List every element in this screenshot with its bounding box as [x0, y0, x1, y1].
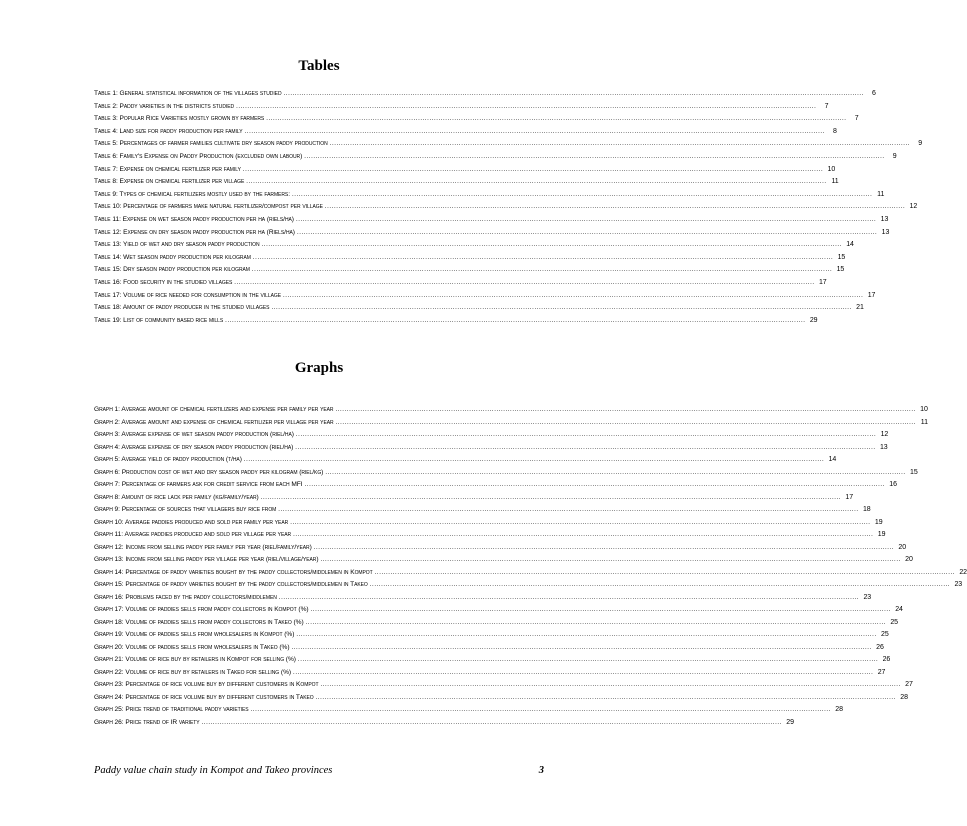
dot-leader [306, 617, 886, 630]
table-entry[interactable] [94, 264, 845, 277]
graph-entry-page-number: 19 [874, 518, 883, 526]
footer-title: Paddy value chain study in Kompot and Takeo provinces [94, 765, 333, 776]
dot-leader [336, 404, 916, 417]
graph-entry[interactable] [94, 517, 883, 530]
dot-leader [278, 504, 858, 517]
graph-entry-page-number: 12 [880, 431, 889, 438]
graph-entry-page-number: 10 [920, 406, 928, 413]
table-entry-page-number: 21 [856, 304, 864, 312]
graph-entry-label: Graph 25: Price trend of traditional paddy varieties [94, 706, 249, 713]
graph-entry-page-number: 27 [877, 668, 886, 676]
table-entry-label: Table 8: Expense on chemical fertilizer per village [94, 178, 245, 186]
dot-leader [305, 479, 885, 492]
graph-entry-label: Graph 23: Percentage of rice volume buy by different customers in Kompot [94, 681, 319, 688]
graph-entry-page-number: 20 [905, 556, 913, 563]
table-entry[interactable] [94, 315, 818, 328]
table-entry[interactable] [94, 113, 859, 126]
dot-leader [252, 264, 832, 277]
table-entry-label: Table 15: Dry season paddy production per kilogram [94, 266, 250, 274]
graph-entry-page-number: 28 [900, 693, 908, 701]
dot-leader [297, 227, 877, 240]
dot-leader [290, 517, 870, 530]
table-entry[interactable] [94, 201, 918, 214]
graph-entry-page-number: 20 [898, 543, 907, 551]
graph-entry-label: Graph 9: Percentage of sources that villagers buy rice from [94, 506, 277, 513]
dot-leader [375, 567, 955, 580]
dot-leader [316, 692, 896, 705]
table-entry[interactable] [94, 290, 876, 303]
graph-entry[interactable] [94, 592, 872, 605]
table-entry-page-number: 17 [818, 278, 827, 286]
table-entry-page-number: 12 [909, 203, 918, 211]
dot-leader [296, 214, 876, 227]
table-entry-page-number: 29 [809, 316, 818, 324]
graph-entry-label: Graph 12: Income from selling paddy per family per year (riel/family/year) [94, 543, 312, 551]
graph-entry-page-number: 13 [879, 443, 888, 451]
page-footer [94, 765, 544, 776]
graph-entry-page-number: 28 [835, 706, 843, 713]
dot-leader [246, 176, 826, 189]
table-entry-page-number: 7 [854, 115, 859, 123]
table-entry-page-number: 9 [918, 140, 923, 148]
table-entry-label: Table 3: Popular Rice Varieties mostly grown by farmers [94, 115, 265, 123]
table-entry-label: Table 4: Land size for paddy production per family [94, 127, 243, 135]
graph-entry-page-number: 26 [876, 643, 884, 651]
dot-leader [298, 654, 878, 667]
table-entry[interactable] [94, 252, 846, 265]
dot-leader [283, 290, 863, 303]
graph-entry[interactable] [94, 529, 886, 542]
graph-entry[interactable] [94, 704, 843, 717]
table-entry-page-number: 10 [827, 165, 836, 173]
graph-entry-page-number: 16 [889, 481, 897, 488]
table-entry-page-number: 13 [881, 228, 890, 236]
graph-entry-label: Graph 11: Average paddies produced and sold per village per year [94, 531, 292, 538]
dot-leader [262, 239, 842, 252]
dot-leader [325, 467, 905, 480]
dot-leader [295, 442, 875, 455]
graph-entry-label: Graph 21: Volume of rice buy by retailers in Kompot for selling (%) [94, 656, 296, 663]
graph-entry[interactable] [94, 417, 928, 430]
dot-leader [336, 417, 916, 430]
table-entry[interactable] [94, 176, 839, 189]
table-entry[interactable] [94, 126, 837, 139]
graph-entry-page-number: 25 [881, 631, 889, 638]
table-entry-page-number: 15 [836, 266, 845, 274]
dot-leader [266, 113, 846, 126]
graph-entry[interactable] [94, 567, 967, 580]
graph-entry[interactable] [94, 454, 837, 467]
graph-entry[interactable] [94, 542, 907, 555]
table-entry-page-number: 9 [892, 152, 897, 160]
graph-entry[interactable] [94, 467, 918, 480]
graph-entry[interactable] [94, 404, 928, 417]
table-entry-label: Table 9: Types of chemical fertilizers mostly used by the farmers: [94, 190, 290, 198]
dot-leader [279, 592, 859, 605]
table-entry-page-number: 11 [831, 178, 839, 186]
table-entry[interactable] [94, 302, 864, 315]
table-entry[interactable] [94, 239, 854, 252]
dot-leader [271, 302, 851, 315]
dot-leader [296, 629, 876, 642]
dot-leader [325, 201, 905, 214]
dot-leader [293, 667, 873, 680]
graph-entry[interactable] [94, 579, 963, 592]
dot-leader [311, 604, 891, 617]
graph-entry-label: Graph 18: Volume of paddies sells from paddy collectors in Takeo (%) [94, 618, 304, 626]
dot-leader [236, 101, 816, 114]
dot-leader [291, 642, 871, 655]
graph-entry-page-number: 26 [882, 656, 891, 663]
dot-leader [296, 429, 876, 442]
table-entry-label: Table 1: General statistical information of the villages studied [94, 90, 282, 97]
table-entry-label: Table 6: Family's Expense on Paddy Production (excluded own labour) [94, 152, 303, 160]
table-entry-label: Table 11: Expense on wet season paddy production per ha (riels/ha) [94, 215, 294, 223]
dot-leader [244, 454, 824, 467]
graph-entry[interactable] [94, 642, 884, 655]
table-entry-label: Table 14: Wet season paddy production per kilogram [94, 253, 251, 261]
graph-entry-page-number: 15 [910, 468, 918, 476]
graph-entry-page-number: 29 [786, 718, 794, 726]
dot-leader [314, 542, 894, 555]
graph-entry-label: Graph 14: Percentage of paddy varieties bought by the paddy collectors/middlemen in Kompot [94, 568, 373, 576]
table-entry[interactable] [94, 138, 923, 151]
graph-entry[interactable] [94, 479, 897, 492]
tables-heading: Tables [298, 58, 340, 74]
graph-entry-label: Graph 20: Volume of paddies sells from wholesalers in Takeo (%) [94, 643, 290, 651]
graph-entry-label: Graph 16: Problems faced by the paddy collectors/middlemen [94, 593, 277, 601]
table-entry-page-number: 15 [837, 253, 846, 261]
graph-entry[interactable] [94, 554, 913, 567]
graph-entry-page-number: 23 [863, 593, 872, 601]
graphs-list [94, 404, 967, 729]
dot-leader [284, 88, 864, 101]
graph-entry-label: Graph 7: Percentage of farmers ask for credit service from each MFI [94, 481, 303, 488]
table-entry-label: Table 18: Amount of paddy producer in the studied villages [94, 304, 270, 312]
graph-entry-label: Graph 3: Average expense of wet season paddy production (riel/ha) [94, 431, 294, 438]
graph-entry-page-number: 19 [877, 531, 886, 538]
graph-entry[interactable] [94, 717, 794, 730]
dot-leader [251, 704, 831, 717]
table-entry-page-number: 11 [877, 190, 885, 198]
footer-page-number: 3 [538, 765, 544, 776]
dot-leader [261, 492, 841, 505]
dot-leader [321, 554, 901, 567]
table-entry[interactable] [94, 164, 836, 177]
dot-leader [370, 579, 950, 592]
dot-leader [330, 138, 910, 151]
graph-entry-label: Graph 5: Average yield of paddy production (t/ha) [94, 456, 242, 463]
graph-entry-label: Graph 1: Average amount of chemical fertilizers and expense per family per year [94, 406, 334, 413]
table-entry[interactable] [94, 189, 885, 202]
graph-entry-label: Graph 19: Volume of paddies sells from wholesalers in Kompot (%) [94, 631, 295, 638]
table-entry[interactable] [94, 101, 829, 114]
graph-entry-label: Graph 13: Income from selling paddy per village per year (riel/village/year) [94, 556, 319, 563]
graph-entry-label: Graph 6: Production cost of wet and dry season paddy per kilogram (riel/kg) [94, 468, 324, 476]
tables-list [94, 88, 923, 327]
table-entry-page-number: 14 [846, 241, 854, 249]
graph-entry-label: Graph 17: Volume of paddies sells from paddy collectors in Kompot (%) [94, 606, 309, 613]
graph-entry-label: Graph 26: Price trend of IR variety [94, 718, 200, 726]
dot-leader [304, 151, 884, 164]
graph-entry-label: Graph 10: Average paddies produced and sold per family per year [94, 518, 289, 526]
graph-entry[interactable] [94, 492, 854, 505]
graph-entry-page-number: 27 [905, 681, 913, 688]
table-entry-page-number: 7 [824, 102, 829, 110]
graph-entry-page-number: 17 [845, 493, 854, 501]
graph-entry-page-number: 22 [959, 568, 967, 576]
table-entry-label: Table 13: Yield of wet and dry season paddy production [94, 241, 260, 249]
graph-entry[interactable] [94, 692, 908, 705]
table-entry[interactable] [94, 88, 876, 101]
graph-entry[interactable] [94, 629, 889, 642]
table-entry-page-number: 17 [867, 291, 876, 299]
graph-entry-page-number: 11 [920, 418, 928, 426]
dot-leader [292, 189, 872, 202]
graph-entry-page-number: 25 [890, 618, 899, 626]
graph-entry-label: Graph 15: Percentage of paddy varieties bought by the paddy collectors/middlemen in Takeo [94, 581, 368, 588]
table-entry-label: Table 12: Expense on dry season paddy production per ha (Riels/ha) [94, 228, 295, 236]
table-entry[interactable] [94, 277, 827, 290]
table-entry-label: Table 2: Paddy varieties in the districts studied [94, 102, 235, 110]
graph-entry[interactable] [94, 504, 871, 517]
graph-entry-label: Graph 4: Average expense of dry season paddy production (riel/ha) [94, 443, 294, 451]
graph-entry-page-number: 18 [862, 506, 871, 513]
table-entry[interactable] [94, 214, 889, 227]
dot-leader [253, 252, 833, 265]
dot-leader [320, 679, 900, 692]
table-entry[interactable] [94, 227, 890, 240]
dot-leader [293, 529, 873, 542]
graph-entry-label: Graph 2: Average amount and expense of chemical fertilizer per village per year [94, 418, 334, 426]
graph-entry[interactable] [94, 442, 888, 455]
graph-entry[interactable] [94, 654, 891, 667]
table-entry-label: Table 5: Percentages of farmer families cultivate dry season paddy production [94, 140, 328, 148]
graphs-heading: Graphs [294, 360, 344, 376]
graph-entry[interactable] [94, 667, 886, 680]
dot-leader [243, 164, 823, 177]
table-entry-page-number: 13 [880, 215, 889, 223]
table-entry-label: Table 16: Food security in the studied villages [94, 278, 233, 286]
dot-leader [245, 126, 825, 139]
graph-entry-label: Graph 22: Volume of rice buy by retailers in Takeo for selling (%) [94, 668, 292, 676]
graph-entry-label: Graph 24: Percentage of rice volume buy by different customers in Takeo [94, 693, 314, 701]
graph-entry[interactable] [94, 617, 899, 630]
graph-entry-label: Graph 8: Amount of rice lack per family (kg/family/year) [94, 493, 259, 501]
table-entry-page-number: 8 [833, 127, 837, 135]
table-entry-label: Table 7: Expense on chemical fertilizer per family [94, 165, 241, 173]
table-entry-label: Table 10: Percentage of farmers make natural fertilizer/compost per village [94, 203, 323, 211]
table-entry-page-number: 6 [872, 90, 876, 97]
table-entry-label: Table 19: List of community based rice mills [94, 316, 224, 324]
table-entry[interactable] [94, 151, 897, 164]
graph-entry-page-number: 23 [954, 581, 963, 588]
graph-entry[interactable] [94, 604, 903, 617]
dot-leader [234, 277, 814, 290]
dot-leader [202, 717, 782, 730]
graph-entry[interactable] [94, 679, 913, 692]
graph-entry-page-number: 14 [828, 456, 837, 463]
table-entry-label: Table 17: Volume of rice needed for consumption in the village [94, 291, 282, 299]
dot-leader [225, 315, 805, 328]
graph-entry[interactable] [94, 429, 889, 442]
graph-entry-page-number: 24 [895, 606, 903, 613]
